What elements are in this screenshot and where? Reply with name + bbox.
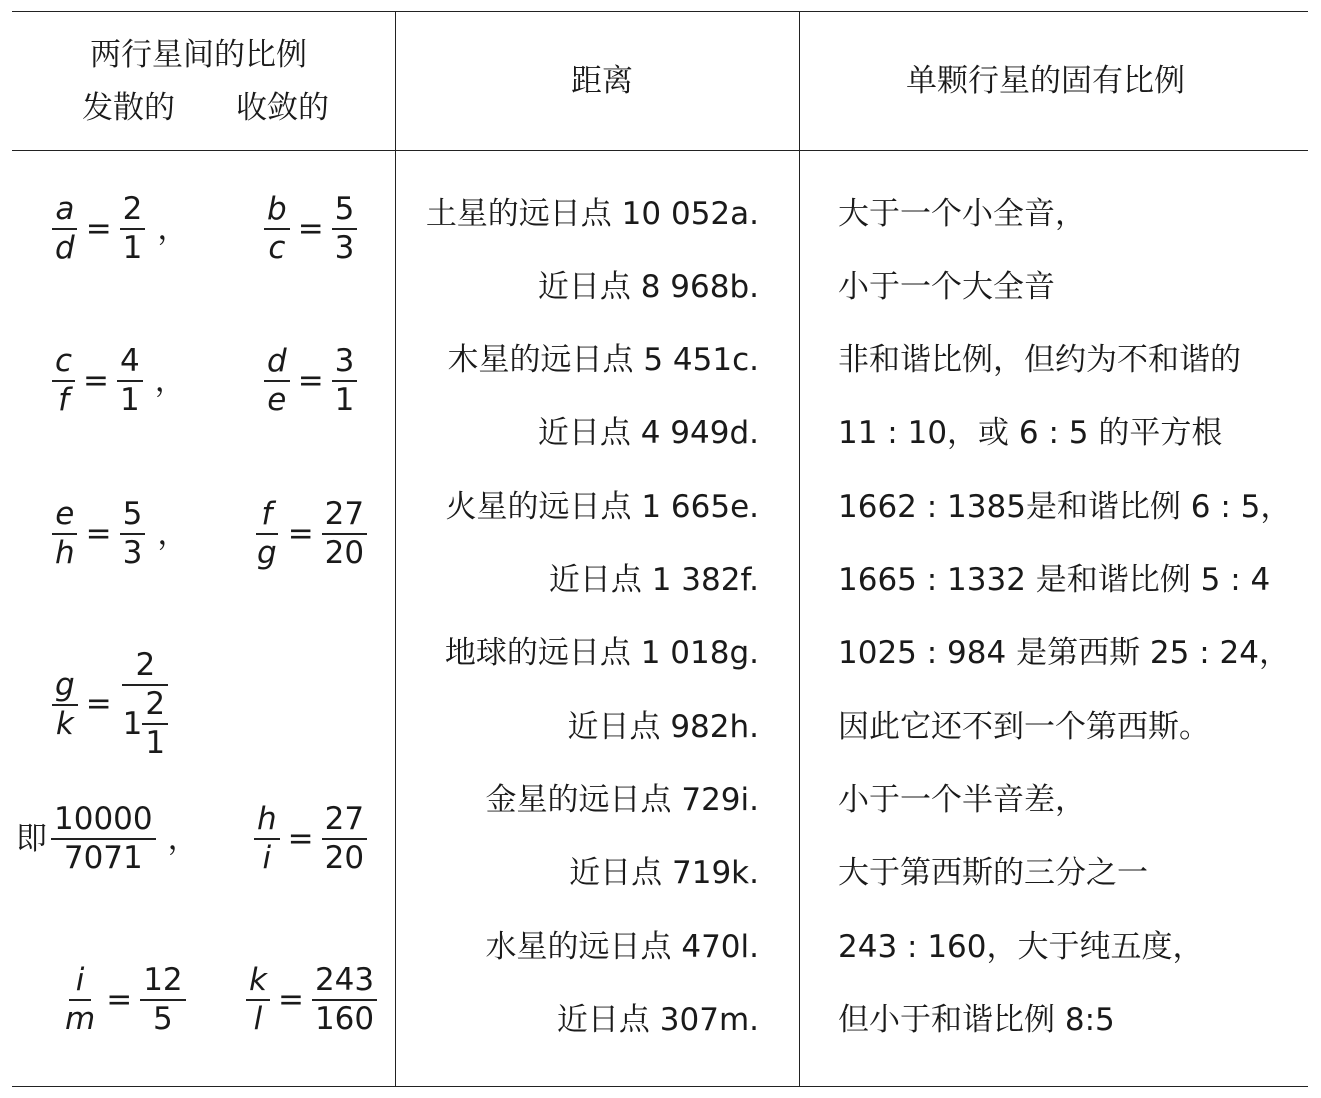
convergent-ratio-1 — [264, 191, 357, 266]
distance-mercury-aphelion: 水星的远日点 470l. — [485, 929, 759, 965]
ratio-text-line: 非和谐比例，但约为不和谐的 — [838, 342, 1241, 378]
fraction-denominator: 3 — [334, 230, 355, 266]
table-top-rule — [12, 11, 1308, 12]
ratio-text-line: 1662 : 1385是和谐比例 6 : 5， — [838, 489, 1292, 525]
fraction-denominator: g — [257, 535, 277, 571]
fraction-numerator: f — [256, 499, 278, 535]
fraction-numerator: 2 — [120, 194, 146, 230]
fraction-denominator: 7071 — [63, 840, 143, 876]
distance-mars-perihelion: 近日点 1 382f. — [548, 562, 759, 598]
comma: ， — [157, 515, 189, 552]
equals-sign: = — [85, 210, 112, 247]
fraction-numerator: g — [52, 670, 78, 706]
fraction-denominator: 1 — [145, 725, 166, 761]
ratio-text-line: 243 : 160，大于纯五度， — [838, 929, 1204, 965]
fraction-numerator: 5 — [120, 499, 146, 535]
header-intrinsic-ratio: 单颗行星的固有比例 — [906, 63, 1185, 99]
fraction-denominator: h — [55, 535, 75, 571]
fraction-denominator: 1 — [334, 382, 355, 418]
distance-venus-aphelion: 金星的远日点 729i. — [485, 782, 759, 818]
equals-sign: = — [287, 820, 314, 857]
fraction-numerator: 27 — [322, 804, 367, 840]
distance-mars-aphelion: 火星的远日点 1 665e. — [445, 489, 759, 525]
ratio-text-line: 11 : 10，或 6 : 5 的平方根 — [838, 415, 1223, 451]
fraction-denominator: 1 — [122, 230, 143, 266]
ratio-text-line: 1025 : 984 是第西斯 25 : 24， — [838, 635, 1290, 671]
convergent-ratio-5 — [246, 962, 377, 1037]
fraction-numerator: 5 — [332, 194, 358, 230]
fraction-numerator: 12 — [140, 965, 185, 1001]
fraction-numerator: 2 — [122, 650, 168, 686]
divergent-ratio-4 — [52, 647, 171, 761]
divergent-ratio-3 — [52, 496, 189, 571]
distance-venus-perihelion: 近日点 719k. — [569, 855, 759, 891]
column-divider-1 — [395, 12, 396, 1087]
fraction-denominator: d — [55, 230, 75, 266]
fraction-numerator: h — [254, 804, 280, 840]
header-ratio-between-planets: 两行星间的比例 — [90, 37, 307, 73]
equals-sign: = — [85, 515, 112, 552]
divergent-ratio-5 — [62, 962, 186, 1037]
divergent-ratio-1 — [52, 191, 189, 266]
fraction-denominator: c — [268, 230, 286, 266]
column-divider-2 — [799, 12, 800, 1087]
equals-sign: = — [297, 210, 324, 247]
mixed-whole: 1 — [122, 705, 143, 742]
distance-saturn-perihelion: 近日点 8 968b. — [537, 269, 759, 305]
convergent-ratio-3 — [254, 496, 367, 571]
divergent-ratio-4-decimal — [16, 801, 199, 876]
header-distance: 距离 — [571, 63, 633, 99]
header-divergent: 发散的 — [82, 90, 175, 126]
fraction-numerator: e — [52, 499, 77, 535]
equals-sign: = — [277, 981, 304, 1018]
fraction-denominator: l — [253, 1001, 263, 1037]
fraction-denominator: f — [58, 382, 69, 418]
fraction-numerator: 4 — [117, 346, 143, 382]
fraction-denominator: 160 — [314, 1001, 375, 1037]
equals-sign: = — [83, 362, 110, 399]
fraction-numerator: 10000 — [51, 804, 156, 840]
fraction-denominator: 20 — [324, 535, 365, 571]
fraction-denominator: m — [65, 1001, 96, 1037]
fraction-numerator: 243 — [312, 965, 377, 1001]
distance-earth-perihelion: 近日点 982h. — [567, 709, 759, 745]
distance-jupiter-perihelion: 近日点 4 949d. — [537, 415, 759, 451]
fraction-numerator: 3 — [332, 346, 358, 382]
equals-sign: = — [297, 362, 324, 399]
distance-saturn-aphelion: 土星的远日点 10 052a. — [425, 196, 759, 232]
equals-sign: = — [85, 686, 112, 722]
equals-sign: = — [106, 981, 133, 1018]
fraction-denominator: 20 — [324, 840, 365, 876]
fraction-denominator: 5 — [153, 1001, 173, 1037]
convergent-ratio-2 — [264, 343, 357, 418]
equals-sign: = — [287, 515, 314, 552]
fraction-numerator: b — [264, 194, 290, 230]
ratio-text-line: 小于一个大全音 — [838, 269, 1055, 305]
divergent-ratio-2 — [52, 343, 186, 418]
ratio-text-line: 1665 : 1332 是和谐比例 5 : 4 — [838, 562, 1271, 598]
fraction-numerator: 2 — [142, 689, 168, 725]
prefix-text: 即 — [16, 820, 47, 857]
fraction-denominator: 3 — [122, 535, 143, 571]
fraction-numerator: i — [69, 965, 91, 1001]
fraction-denominator: e — [267, 382, 287, 418]
fraction-denominator: i — [262, 840, 272, 876]
fraction-numerator: a — [52, 194, 77, 230]
fraction-numerator: 27 — [322, 499, 367, 535]
distance-mercury-perihelion: 近日点 307m. — [556, 1002, 759, 1038]
table-bottom-rule — [12, 1086, 1308, 1087]
comma: ， — [167, 820, 199, 857]
mixed-number-denominator — [120, 686, 171, 759]
fraction-numerator: d — [264, 346, 290, 382]
header-divider-rule — [12, 150, 1308, 151]
distance-earth-aphelion: 地球的远日点 1 018g. — [444, 635, 759, 671]
fraction-numerator: c — [52, 346, 75, 382]
distance-jupiter-aphelion: 木星的远日点 5 451c. — [447, 342, 759, 378]
ratio-text-line: 因此它还不到一个第西斯。 — [838, 709, 1210, 745]
fraction-denominator: k — [55, 705, 74, 742]
comma: ， — [157, 210, 189, 247]
fraction-denominator: 1 — [120, 382, 140, 418]
convergent-ratio-4 — [254, 801, 367, 876]
ratio-text-line: 大于一个小全音， — [838, 196, 1086, 232]
ratio-text-line: 但小于和谐比例 8:5 — [838, 1002, 1115, 1038]
fraction-numerator: k — [246, 965, 270, 1001]
comma: ， — [154, 362, 186, 399]
ratio-text-line: 大于第西斯的三分之一 — [838, 855, 1148, 891]
header-convergent: 收敛的 — [236, 90, 329, 126]
ratio-text-line: 小于一个半音差， — [838, 782, 1086, 818]
